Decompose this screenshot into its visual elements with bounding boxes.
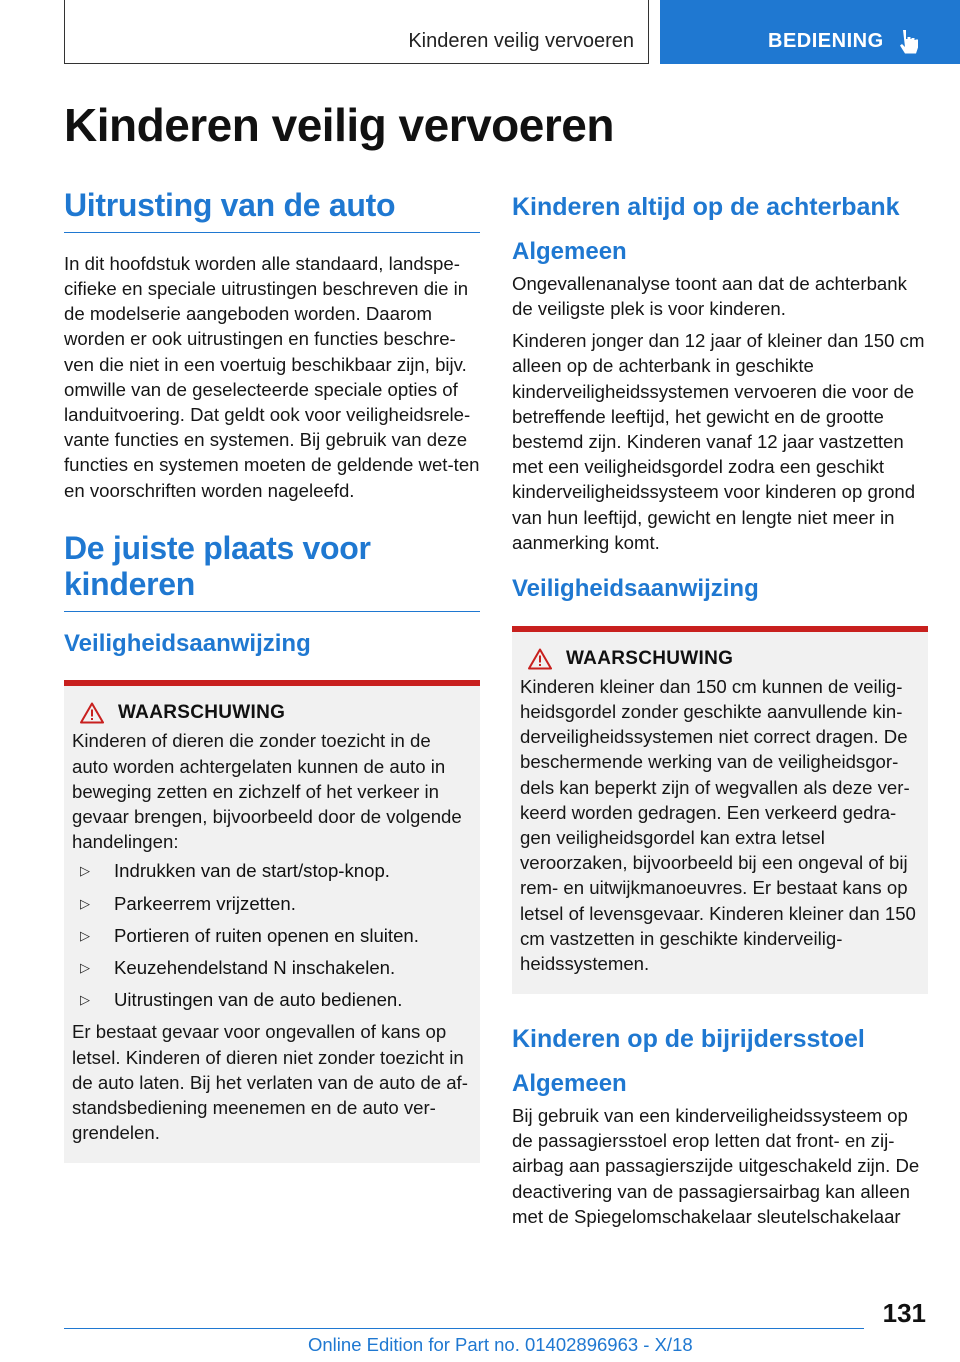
general-heading: Algemeen [512,238,627,265]
bullet-triangle-icon: ▷ [80,863,90,879]
bullet-triangle-icon: ▷ [80,895,90,911]
warning-label-right: WAARSCHUWING [566,647,734,669]
bullet-triangle-icon: ▷ [80,927,90,943]
bullet-triangle-icon: ▷ [80,959,90,975]
back-seat-paragraph-1: Ongevallenanalyse toont aan dat de achterbank de veiligste plek is voor kinderen. [512,272,907,319]
equipment-paragraph: In dit hoofdstuk worden alle standaard, landspe-cifieke en speciale uitrustingen beschreven die in de modelserie aangeboden worden. Daarom worden er ook uitrustingen en functies beschre-ven die niet in een voertuig beschikbaar zijn, bijv. omwille van de geselecteerde speciale opties of landuitvoering. Dat geldt ook voor veiligheidsrele-vante functies en systemen. Bij gebruik van deze functies en systemen moeten de geldende wet-ten en voorschriften worden nageleefd. [64,252,480,501]
general-heading-2: Algemeen [512,1070,627,1098]
back-seat-paragraph-2: Kinderen jonger dan 12 jaar of kleiner dan 150 cm alleen op de achterbank in geschikte kinderveiligheidssystemen vervoeren die voor de betreffende leeftijd, het gewicht en de grootte bestemd zijn. Kinderen vanaf 12 jaar vastzetten met een veiligheidsgordel zodra een geschikt kinderveiligheidssysteem voor kinderen op grond van hun leeftijd, gewicht en lengte niet meer in aanmerking komt. [512,330,925,553]
left-column [64,188,480,1163]
list-item [72,987,472,1012]
warning-triangle-icon [528,648,552,670]
section-equipment [64,188,480,233]
header-chapter-title: BEDIENING [768,30,884,52]
section-title-right-place [64,531,480,603]
list-item-text: Parkeerrem vrijzetten. [114,892,296,914]
section-title-equipment: Uitrusting van de auto [64,187,396,223]
passenger-seat-paragraph: Bij gebruik van een kinderveiligheidssysteem op de passagiersstoel erop letten dat front- en zij-airbag aan passagierszijde uitgeschakeld zijn. De deactivering van de passagiersairbag kan alleen met de Spiegelomschakelaar sleutelschakelaar [512,1105,920,1227]
warning-text-right: Kinderen kleiner dan 150 cm kunnen de veilig-heidsgordel zonder geschikte aanvullende kin-derveiligheidssystemen niet correct dragen. De beschermende werking van de veiligheidsgor-dels kan beperkt zijn of wegvallen als deze ver-keerd worden gedragen. Een verkeerd gedra-gen veiligheidsgordel kan extra letsel veroorzaken, bijvoorbeeld bij een ongeval of bij rem- en uitwijkmanoeuvres. Er bestaat kans op letsel of levensgevaar. Kinderen kleiner dan 150 cm vastzetten in geschikte kinderveilig-heidssystemen. [520,675,916,975]
section-title-line2: kinderen [64,565,195,602]
warning-intro: Kinderen of dieren die zonder toezicht in de auto worden achtergelaten kunnen de auto in beweging zetten en zichzelf of het verkeer in gevaar brengen, bijvoorbeeld door de volgende handelingen: [72,730,462,853]
right-column [512,188,928,1229]
list-item-text: Indrukken van de start/stop-knop. [114,860,390,882]
list-item-text: Keuzehendelstand N inschakelen. [114,956,396,978]
hand-pointer-icon [895,28,921,54]
header-section-tab [64,0,649,64]
list-item-text: Uitrustingen van de auto bedienen. [114,989,403,1011]
warning-header-right [520,648,920,670]
warning-header [72,702,472,724]
safety-note-heading: Veiligheidsaanwijzing [64,629,311,657]
safety-note-heading-right: Veiligheidsaanwijzing [512,575,759,603]
warning-bullet-list [72,858,472,1012]
warning-outro: Er bestaat gevaar voor ongevallen of kans op letsel. Kinderen of dieren niet zonder toezicht in de auto laten. Bij het verlaten van de auto de af-standsbediening meenemen en de auto ver-grendelen. [72,1021,468,1144]
warning-box-right [512,626,928,994]
section-title-line1: De juiste plaats voor [64,529,371,566]
page-title: Kinderen veilig vervoeren [64,99,614,151]
footer-edition: Online Edition for Part no. 01402896963 - X/18 [308,1334,693,1355]
list-item [72,923,472,948]
warning-triangle-icon [80,702,104,724]
section-title-back-seat: Kinderen altijd op de achterbank [512,193,900,221]
bullet-triangle-icon: ▷ [80,992,90,1008]
section-right-place [64,531,480,612]
list-item-text: Portieren of ruiten openen en sluiten. [114,924,419,946]
section-title-passenger-seat: Kinderen op de bijrijdersstoel [512,1025,865,1054]
warning-label: WAARSCHUWING [118,702,286,724]
list-item [72,955,472,980]
footer-divider [64,1328,864,1329]
header-section-title: Kinderen veilig vervoeren [408,30,634,52]
warning-box [64,680,480,1163]
page-number: 131 [882,1298,926,1328]
list-item [72,858,472,883]
list-item [72,891,472,916]
